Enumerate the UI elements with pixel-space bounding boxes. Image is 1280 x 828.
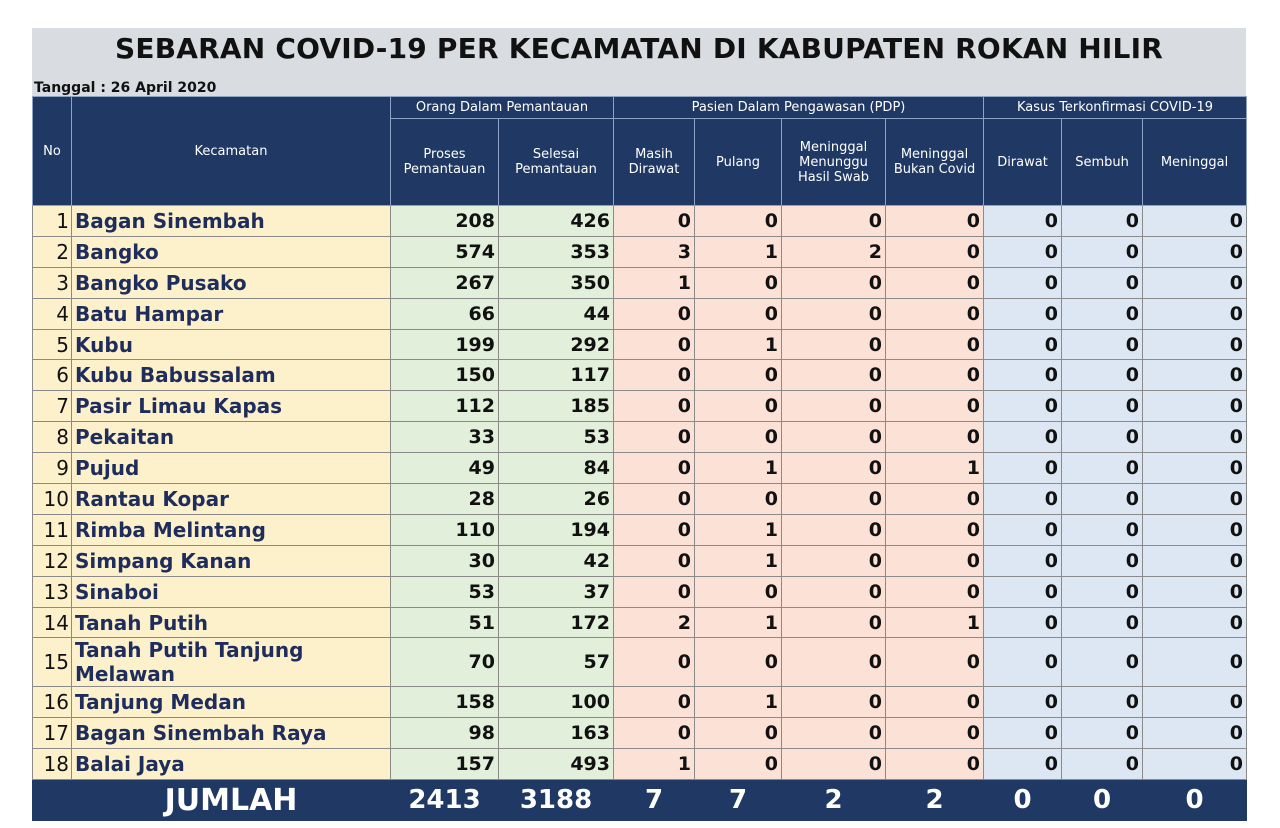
value-cell: 0 — [1143, 453, 1247, 484]
value-cell: 0 — [1143, 267, 1247, 298]
value-cell: 0 — [984, 298, 1062, 329]
value-cell: 0 — [1143, 749, 1247, 780]
value-cell: 0 — [984, 576, 1062, 607]
header-col: Meninggal Bukan Covid — [886, 119, 984, 206]
row-number: 16 — [33, 687, 72, 718]
value-cell: 1 — [695, 514, 782, 545]
value-cell: 0 — [782, 638, 886, 687]
value-cell: 0 — [695, 360, 782, 391]
row-number: 3 — [33, 267, 72, 298]
value-cell: 0 — [886, 749, 984, 780]
header-col: Meninggal — [1143, 119, 1247, 206]
total-value: 0 — [1143, 780, 1247, 821]
value-cell: 493 — [499, 749, 614, 780]
value-cell: 28 — [391, 484, 499, 515]
header-group-odp: Orang Dalam Pemantauan — [391, 97, 614, 119]
value-cell: 0 — [614, 687, 695, 718]
value-cell: 0 — [1143, 236, 1247, 267]
value-cell: 1 — [886, 453, 984, 484]
value-cell: 1 — [695, 236, 782, 267]
table-row — [33, 718, 1247, 749]
kecamatan-name: Tanah Putih — [72, 607, 391, 638]
value-cell: 0 — [886, 638, 984, 687]
row-number: 13 — [33, 576, 72, 607]
value-cell: 66 — [391, 298, 499, 329]
value-cell: 98 — [391, 718, 499, 749]
value-cell: 0 — [1062, 267, 1143, 298]
value-cell: 0 — [1143, 391, 1247, 422]
title-band — [32, 28, 1246, 96]
value-cell: 0 — [1143, 206, 1247, 237]
value-cell: 0 — [782, 484, 886, 515]
value-cell: 0 — [984, 236, 1062, 267]
value-cell: 350 — [499, 267, 614, 298]
kecamatan-name: Pasir Limau Kapas — [72, 391, 391, 422]
value-cell: 0 — [886, 298, 984, 329]
value-cell: 0 — [1143, 576, 1247, 607]
value-cell: 574 — [391, 236, 499, 267]
value-cell: 0 — [1143, 298, 1247, 329]
value-cell: 0 — [886, 576, 984, 607]
header-col: Selesai Pemantauan — [499, 119, 614, 206]
value-cell: 0 — [782, 360, 886, 391]
row-number: 1 — [33, 206, 72, 237]
value-cell: 0 — [984, 607, 1062, 638]
value-cell: 0 — [614, 484, 695, 515]
value-cell: 0 — [984, 422, 1062, 453]
value-cell: 0 — [1062, 422, 1143, 453]
kecamatan-name: Kubu — [72, 329, 391, 360]
kecamatan-name: Bangko — [72, 236, 391, 267]
value-cell: 0 — [886, 206, 984, 237]
row-number: 14 — [33, 607, 72, 638]
value-cell: 0 — [695, 298, 782, 329]
value-cell: 84 — [499, 453, 614, 484]
value-cell: 0 — [984, 267, 1062, 298]
value-cell: 0 — [614, 638, 695, 687]
value-cell: 0 — [614, 360, 695, 391]
table-row — [33, 422, 1247, 453]
table-row — [33, 638, 1247, 687]
row-number: 15 — [33, 638, 72, 687]
table-row — [33, 298, 1247, 329]
value-cell: 0 — [886, 484, 984, 515]
covid-table — [32, 96, 1247, 821]
value-cell: 0 — [984, 718, 1062, 749]
value-cell: 0 — [1062, 391, 1143, 422]
value-cell: 0 — [614, 391, 695, 422]
table-row — [33, 514, 1247, 545]
value-cell: 208 — [391, 206, 499, 237]
kecamatan-name: Bagan Sinembah — [72, 206, 391, 237]
value-cell: 158 — [391, 687, 499, 718]
value-cell: 0 — [1062, 236, 1143, 267]
row-number: 9 — [33, 453, 72, 484]
table-row — [33, 329, 1247, 360]
value-cell: 3 — [614, 236, 695, 267]
row-number: 4 — [33, 298, 72, 329]
value-cell: 0 — [695, 391, 782, 422]
value-cell: 1 — [695, 329, 782, 360]
value-cell: 0 — [614, 422, 695, 453]
kecamatan-name: Bagan Sinembah Raya — [72, 718, 391, 749]
kecamatan-name: Kubu Babussalam — [72, 360, 391, 391]
value-cell: 0 — [1143, 607, 1247, 638]
kecamatan-name: Balai Jaya — [72, 749, 391, 780]
value-cell: 0 — [886, 360, 984, 391]
row-number: 18 — [33, 749, 72, 780]
value-cell: 0 — [1062, 298, 1143, 329]
total-value: 2 — [886, 780, 984, 821]
total-value: 7 — [695, 780, 782, 821]
value-cell: 1 — [614, 267, 695, 298]
value-cell: 2 — [614, 607, 695, 638]
value-cell: 0 — [1062, 607, 1143, 638]
value-cell: 194 — [499, 514, 614, 545]
value-cell: 0 — [782, 607, 886, 638]
value-cell: 292 — [499, 329, 614, 360]
value-cell: 0 — [984, 514, 1062, 545]
value-cell: 0 — [782, 329, 886, 360]
value-cell: 199 — [391, 329, 499, 360]
value-cell: 185 — [499, 391, 614, 422]
value-cell: 1 — [614, 749, 695, 780]
header-col: Meninggal Menunggu Hasil Swab — [782, 119, 886, 206]
value-cell: 0 — [886, 545, 984, 576]
value-cell: 0 — [695, 749, 782, 780]
total-value: 0 — [984, 780, 1062, 821]
value-cell: 53 — [391, 576, 499, 607]
value-cell: 100 — [499, 687, 614, 718]
value-cell: 0 — [886, 718, 984, 749]
value-cell: 0 — [782, 545, 886, 576]
value-cell: 0 — [1062, 576, 1143, 607]
value-cell: 53 — [499, 422, 614, 453]
value-cell: 0 — [782, 391, 886, 422]
value-cell: 0 — [1062, 749, 1143, 780]
value-cell: 30 — [391, 545, 499, 576]
header-group-kasus: Kasus Terkonfirmasi COVID-19 — [984, 97, 1247, 119]
total-value: 0 — [1062, 780, 1143, 821]
value-cell: 0 — [1143, 329, 1247, 360]
row-number: 7 — [33, 391, 72, 422]
table-row — [33, 749, 1247, 780]
value-cell: 0 — [1143, 422, 1247, 453]
kecamatan-name: Tanah Putih Tanjung Melawan — [72, 638, 391, 687]
value-cell: 0 — [1143, 687, 1247, 718]
kecamatan-name: Simpang Kanan — [72, 545, 391, 576]
value-cell: 172 — [499, 607, 614, 638]
value-cell: 0 — [695, 422, 782, 453]
row-number: 12 — [33, 545, 72, 576]
value-cell: 1 — [695, 453, 782, 484]
row-number: 5 — [33, 329, 72, 360]
value-cell: 0 — [1143, 360, 1247, 391]
value-cell: 0 — [1062, 360, 1143, 391]
total-no-cell — [33, 780, 72, 821]
value-cell: 70 — [391, 638, 499, 687]
table-row — [33, 545, 1247, 576]
report-date: Tanggal : 26 April 2020 — [34, 80, 217, 96]
value-cell: 0 — [984, 391, 1062, 422]
value-cell: 0 — [782, 749, 886, 780]
value-cell: 0 — [695, 206, 782, 237]
table-row — [33, 484, 1247, 515]
value-cell: 157 — [391, 749, 499, 780]
value-cell: 0 — [886, 687, 984, 718]
value-cell: 0 — [614, 576, 695, 607]
row-number: 6 — [33, 360, 72, 391]
value-cell: 0 — [1062, 453, 1143, 484]
value-cell: 0 — [782, 298, 886, 329]
value-cell: 0 — [695, 718, 782, 749]
value-cell: 57 — [499, 638, 614, 687]
table-row — [33, 687, 1247, 718]
report-title: SEBARAN COVID-19 PER KECAMATAN DI KABUPATEN ROKAN HILIR — [115, 32, 1163, 65]
value-cell: 0 — [984, 749, 1062, 780]
header-kecamatan: Kecamatan — [72, 97, 391, 206]
kecamatan-name: Batu Hampar — [72, 298, 391, 329]
table-row — [33, 360, 1247, 391]
value-cell: 0 — [614, 453, 695, 484]
value-cell: 2 — [782, 236, 886, 267]
value-cell: 0 — [1062, 718, 1143, 749]
value-cell: 0 — [1143, 484, 1247, 515]
table-row — [33, 576, 1247, 607]
header-col: Proses Pemantauan — [391, 119, 499, 206]
value-cell: 1 — [695, 607, 782, 638]
row-number: 8 — [33, 422, 72, 453]
total-value: 2 — [782, 780, 886, 821]
value-cell: 0 — [886, 391, 984, 422]
table-row — [33, 236, 1247, 267]
value-cell: 0 — [782, 206, 886, 237]
value-cell: 0 — [1062, 687, 1143, 718]
value-cell: 0 — [782, 422, 886, 453]
value-cell: 0 — [1062, 545, 1143, 576]
row-number: 10 — [33, 484, 72, 515]
value-cell: 0 — [614, 718, 695, 749]
value-cell: 0 — [1143, 514, 1247, 545]
header-group-pdp: Pasien Dalam Pengawasan (PDP) — [614, 97, 984, 119]
table-row — [33, 206, 1247, 237]
table-row — [33, 607, 1247, 638]
value-cell: 0 — [782, 687, 886, 718]
value-cell: 0 — [1062, 514, 1143, 545]
kecamatan-name: Tanjung Medan — [72, 687, 391, 718]
value-cell: 51 — [391, 607, 499, 638]
value-cell: 26 — [499, 484, 614, 515]
total-value: 2413 — [391, 780, 499, 821]
value-cell: 0 — [1062, 206, 1143, 237]
value-cell: 0 — [695, 267, 782, 298]
header-no: No — [33, 97, 72, 206]
value-cell: 426 — [499, 206, 614, 237]
value-cell: 0 — [984, 360, 1062, 391]
value-cell: 0 — [1143, 638, 1247, 687]
table-row — [33, 267, 1247, 298]
row-number: 11 — [33, 514, 72, 545]
value-cell: 42 — [499, 545, 614, 576]
value-cell: 0 — [1062, 329, 1143, 360]
value-cell: 0 — [1143, 718, 1247, 749]
value-cell: 0 — [695, 576, 782, 607]
kecamatan-name: Sinaboi — [72, 576, 391, 607]
table-row — [33, 391, 1247, 422]
value-cell: 0 — [984, 329, 1062, 360]
kecamatan-name: Pekaitan — [72, 422, 391, 453]
value-cell: 0 — [695, 638, 782, 687]
total-row — [33, 780, 1247, 821]
table-body — [33, 206, 1247, 821]
value-cell: 353 — [499, 236, 614, 267]
value-cell: 0 — [614, 206, 695, 237]
value-cell: 44 — [499, 298, 614, 329]
value-cell: 0 — [984, 638, 1062, 687]
value-cell: 0 — [614, 514, 695, 545]
value-cell: 117 — [499, 360, 614, 391]
value-cell: 0 — [1062, 638, 1143, 687]
value-cell: 0 — [614, 298, 695, 329]
value-cell: 1 — [886, 607, 984, 638]
value-cell: 0 — [782, 514, 886, 545]
value-cell: 110 — [391, 514, 499, 545]
covid-report-sheet — [32, 28, 1246, 821]
total-value: 3188 — [499, 780, 614, 821]
header-col: Masih Dirawat — [614, 119, 695, 206]
header-col: Sembuh — [1062, 119, 1143, 206]
value-cell: 163 — [499, 718, 614, 749]
value-cell: 0 — [782, 453, 886, 484]
value-cell: 0 — [782, 718, 886, 749]
row-number: 17 — [33, 718, 72, 749]
header-col: Dirawat — [984, 119, 1062, 206]
row-number: 2 — [33, 236, 72, 267]
value-cell: 0 — [984, 453, 1062, 484]
value-cell: 49 — [391, 453, 499, 484]
total-value: 7 — [614, 780, 695, 821]
value-cell: 267 — [391, 267, 499, 298]
value-cell: 0 — [984, 206, 1062, 237]
kecamatan-name: Pujud — [72, 453, 391, 484]
value-cell: 0 — [886, 236, 984, 267]
value-cell: 0 — [782, 267, 886, 298]
value-cell: 33 — [391, 422, 499, 453]
value-cell: 0 — [984, 687, 1062, 718]
value-cell: 1 — [695, 545, 782, 576]
value-cell: 0 — [782, 576, 886, 607]
value-cell: 0 — [695, 484, 782, 515]
value-cell: 0 — [614, 329, 695, 360]
value-cell: 0 — [614, 545, 695, 576]
value-cell: 0 — [1062, 484, 1143, 515]
value-cell: 37 — [499, 576, 614, 607]
value-cell: 0 — [1143, 545, 1247, 576]
value-cell: 0 — [886, 329, 984, 360]
value-cell: 0 — [984, 484, 1062, 515]
kecamatan-name: Bangko Pusako — [72, 267, 391, 298]
value-cell: 0 — [886, 514, 984, 545]
header-col: Pulang — [695, 119, 782, 206]
value-cell: 0 — [886, 422, 984, 453]
value-cell: 1 — [695, 687, 782, 718]
value-cell: 0 — [984, 545, 1062, 576]
value-cell: 150 — [391, 360, 499, 391]
total-label: JUMLAH — [72, 780, 391, 821]
kecamatan-name: Rantau Kopar — [72, 484, 391, 515]
value-cell: 0 — [886, 267, 984, 298]
table-row — [33, 453, 1247, 484]
value-cell: 112 — [391, 391, 499, 422]
kecamatan-name: Rimba Melintang — [72, 514, 391, 545]
